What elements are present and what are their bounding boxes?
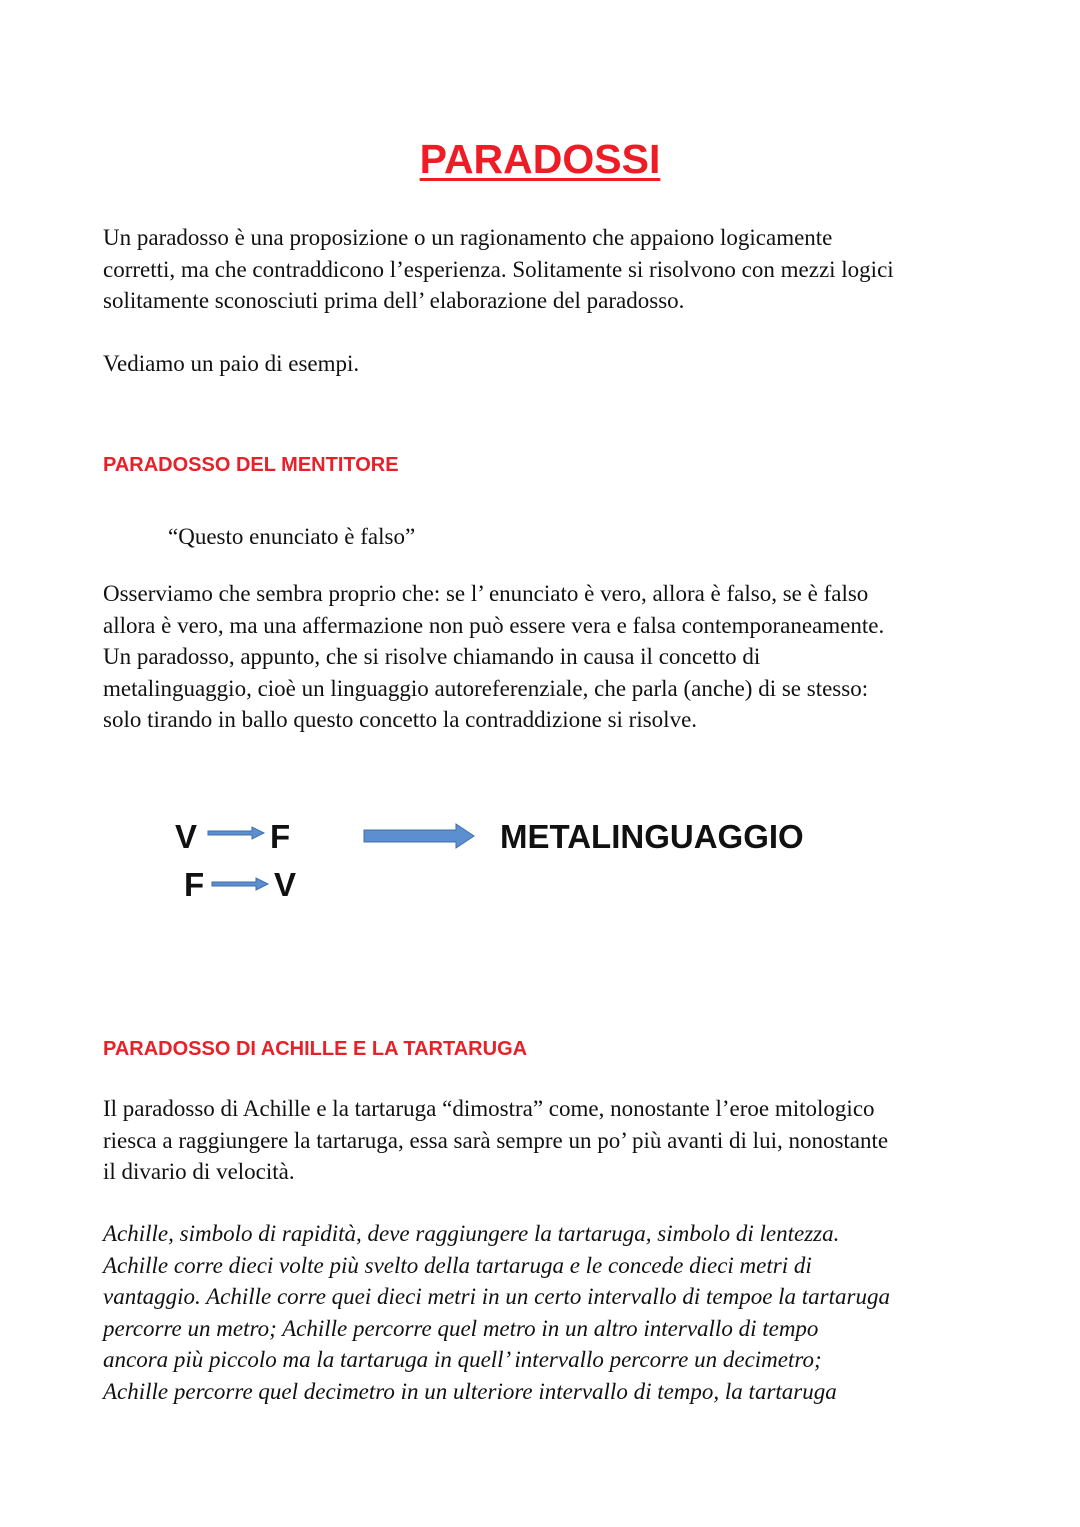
intro-paragraph <box>103 222 894 317</box>
examples-line: Vediamo un paio di esempi. <box>103 351 360 376</box>
text-line: solitamente sconosciuti prima dell’ elaborazione del paradosso. <box>103 288 685 313</box>
large-arrow-icon <box>362 822 476 850</box>
row1-from: V <box>175 818 198 855</box>
text-line: solo tirando in ballo questo concetto la contraddizione si risolve. <box>103 707 698 732</box>
text-line: ancora più piccolo ma la tartaruga in quell’ intervallo percorre un decimetro; <box>103 1347 822 1372</box>
achilles-italic-paragraph <box>103 1218 890 1407</box>
achilles-paragraph <box>103 1093 888 1188</box>
row2-to: V <box>274 866 297 903</box>
text-line: corretti, ma che contraddicono l’esperienza. Solitamente si risolvono con mezzi logici <box>103 256 894 282</box>
row2-from: F <box>184 866 205 903</box>
text-line: riesca a raggiungere la tartaruga, essa sarà sempre un po’ più avanti di lui, nonostante <box>103 1127 889 1153</box>
liar-quote: “Questo enunciato è falso” <box>168 524 416 549</box>
text-line: vantaggio. Achille corre quei dieci metri in un certo intervallo di tempoe la tartaruga <box>103 1284 890 1309</box>
text-line: il divario di velocità. <box>103 1159 295 1184</box>
text-line: Achille, simbolo di rapidità, deve raggiungere la tartaruga, simbolo di lentezza. <box>103 1221 840 1246</box>
text-line: percorre un metro; Achille percorre quel metro in un altro intervallo di tempo <box>103 1315 819 1341</box>
text-line: Achille percorre quel decimetro in un ulteriore intervallo di tempo, la tartaruga <box>103 1378 837 1404</box>
metalanguage-label: METALINGUAGGIO <box>500 818 804 855</box>
small-arrow-icon <box>206 826 266 840</box>
small-arrow-icon <box>210 877 270 891</box>
text-line: Achille corre dieci volte più svelto della tartaruga e le concede dieci metri di <box>103 1252 812 1278</box>
liar-paragraph <box>103 578 884 736</box>
text-line: metalinguaggio, cioè un linguaggio autoreferenziale, che parla (anche) di se stesso: <box>103 675 869 701</box>
text-line: Osserviamo che sembra proprio che: se l’ enunciato è vero, allora è falso, se è falso <box>103 581 869 606</box>
text-line: Il paradosso di Achille e la tartaruga “dimostra” come, nonostante l’eroe mitologico <box>103 1096 875 1121</box>
text-line: Un paradosso, appunto, che si risolve chiamando in causa il concetto di <box>103 644 761 669</box>
section-heading-liar: PARADOSSO DEL MENTITORE <box>103 454 399 476</box>
text-line: allora è vero, ma una affermazione non può essere vera e falsa contemporaneamente. <box>103 612 885 638</box>
page-title <box>0 136 1080 183</box>
row1-to: F <box>270 818 291 855</box>
title-text: PARADOSSI <box>419 136 661 182</box>
text-line: Un paradosso è una proposizione o un ragionamento che appaiono logicamente <box>103 225 833 250</box>
section-heading-achilles: PARADOSSO DI ACHILLE E LA TARTARUGA <box>103 1038 528 1060</box>
